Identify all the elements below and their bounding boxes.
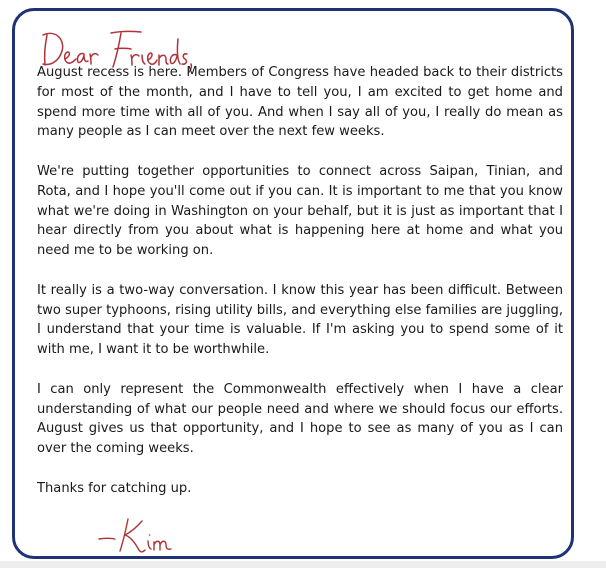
- bottom-strip: [0, 561, 606, 568]
- letter-frame: [12, 8, 574, 559]
- paragraph-1: August recess is here. Members of Congress have headed back to their districts for most of the month, and I have to tell you, I am excited to get home and spend more time with all of you. And when I say all of you, I really do mean as many people as I can meet over the next few weeks.: [37, 65, 563, 140]
- salutation-text: Dear Friends,: [35, 19, 41, 20]
- letter-body: [37, 63, 563, 499]
- signature-text: -Kim: [95, 513, 98, 514]
- paragraph-4: I can only represent the Commonwealth effectively when I have a clear understanding of what our people need and where we should focus our efforts. August gives us that opportunity, and I hope to see as many of you as I can over the coming weeks.: [37, 381, 563, 457]
- paragraph-2: We're putting together opportunities to connect across Saipan, Tinian, and Rota, and I hope you'll come out if you can. It is important to me that you know what we're doing in Washington on your behalf, but it is just as important that I hear directly from you about what is happening here at home and what you need me to be working on.: [37, 163, 563, 259]
- signature-handwriting: [95, 513, 185, 555]
- closing-line: Thanks for catching up.: [37, 480, 192, 496]
- paragraph-3: It really is a two-way conversation. I know this year has been difficult. Between two super typhoons, rising utility bills, and everything else families are juggling, I understand that your time is valuable. If I'm asking you to spend some of it with me, I want it to be worthwhile.: [37, 282, 563, 358]
